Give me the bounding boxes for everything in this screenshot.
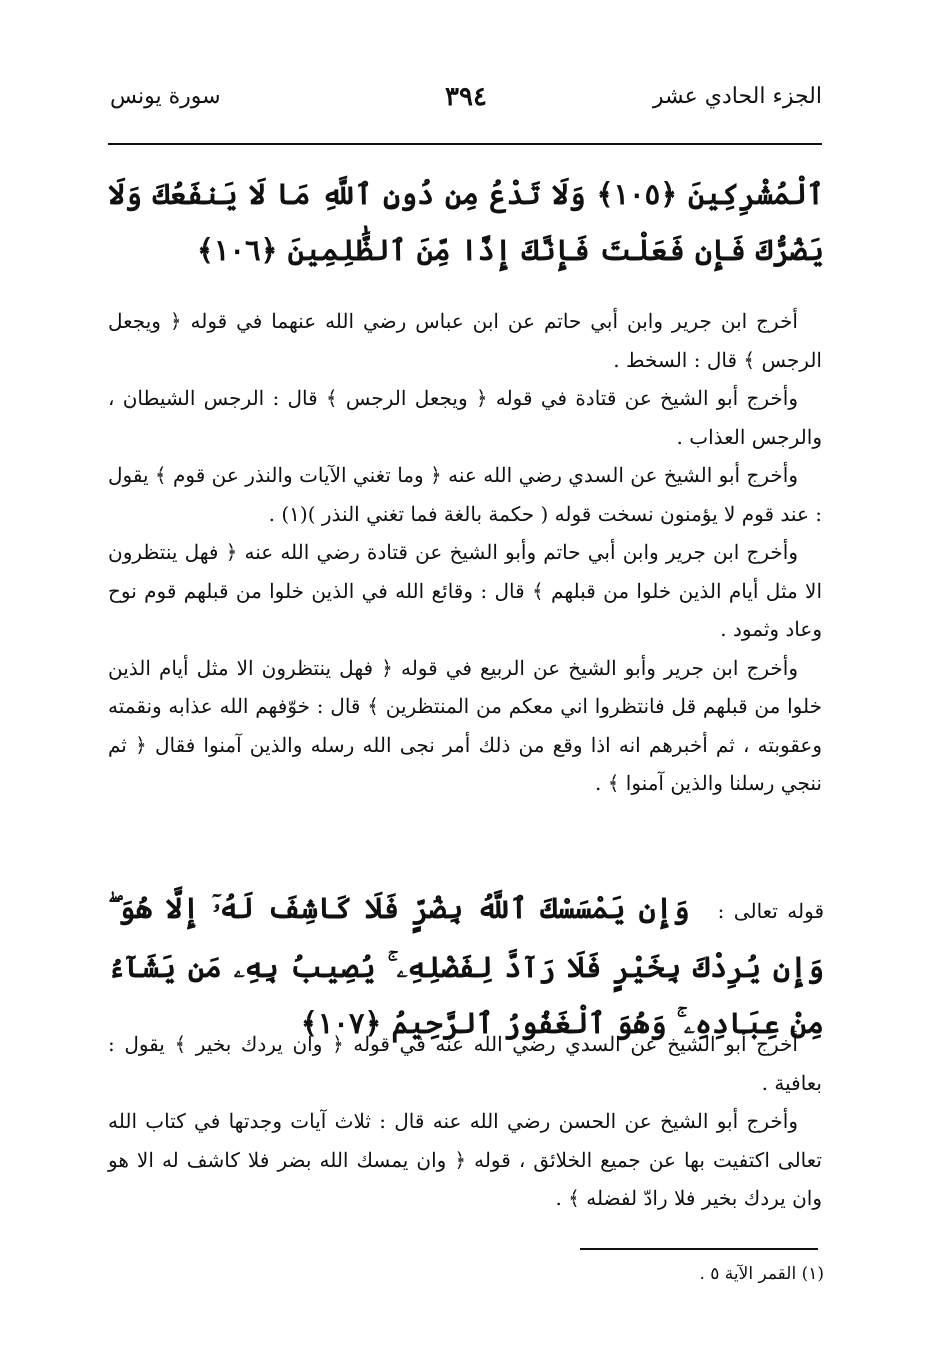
commentary-block-2: [108, 1025, 822, 1218]
commentary-paragraph: وأخرج ابن جرير وابن أبي حاتم وأبو الشيخ عن قتادة رضي الله عنه ﴿ فهل ينتظرون الا مثل أيام الذين خلوا من قبلهم ﴾ قال : وقائع الله في الذين خلوا من قبلهم قوم نوح وعاد وثمود .: [108, 540, 822, 641]
part-title: الجزء الحادي عشر: [652, 84, 822, 109]
header-rule: [108, 143, 822, 145]
commentary-paragraph: وأخرج أبو الشيخ عن الحسن رضي الله عنه قال : ثلاث آيات وجدتها في كتاب الله تعالى اكتفيت بها عن جميع الخلائق ، قوله ﴿ وان يمسك الله بضر فلا كاشف له الا هو وان يردك بخير فلا رادّ لفضله ﴾ .: [108, 1109, 822, 1210]
footnote: (١) القمر الآية ٥ .: [699, 1264, 824, 1284]
commentary-paragraph: أخرج ابن جرير وابن أبي حاتم عن ابن عباس رضي الله عنهما في قوله ﴿ ويجعل الرجس ﴾ قال : السخط .: [108, 309, 822, 372]
verse-intro: قوله تعالى :: [717, 899, 825, 923]
running-header: [110, 82, 822, 122]
commentary-paragraph: وأخرج أبو الشيخ عن السدي رضي الله عنه ﴿ وما تغني الآيات والنذر عن قوم ﴾ يقول : عند قوم لا يؤمنون نسخت قوله ( حكمة بالغة فما تغني النذر )(١) .: [108, 463, 822, 526]
commentary-paragraph: وأخرج ابن جرير وأبو الشيخ عن الربيع في قوله ﴿ فهل ينتظرون الا مثل أيام الذين خلوا من قبلهم قل فانتظروا اني معكم من المنتظرين ﴾ قال : خوّفهم الله عذابه ونقمته وعقوبته ، ثم أخبرهم انه اذا وقع من ذلك أمر نجى الله رسله والذين آمنوا فقال ﴿ ثم ننجي رسلنا والذين آمنوا ﴾ .: [108, 655, 822, 795]
page-number: ٣٩٤: [445, 82, 487, 112]
footnote-rule: [580, 1248, 818, 1250]
quran-verse-text: وَإِن يَمْسَسْكَ ٱللَّهُ بِضُرٍّ فَلَا كَاشِفَ لَهُۥٓ إِلَّا هُوَ ۖ وَإِن يُرِدْكَ بِخَيْرٍ فَلَا رَآدَّ لِفَضْلِهِۦ ۚ يُصِيبُ بِهِۦ مَن يَشَآءُ مِنْ عِبَادِهِۦ ۚ وَهُوَ ٱلْغَفُورُ ٱلرَّحِيمُ ﴿١٠٧﴾: [108, 891, 824, 1040]
commentary-block-1: [108, 302, 822, 803]
quran-verse-block-1: ٱلْمُشْرِكِينَ ﴿١٠٥﴾ وَلَا تَدْعُ مِن دُونِ ٱللَّهِ مَا لَا يَنفَعُكَ وَلَا يَضُرُّكَ فَإِن فَعَلْتَ فَإِنَّكَ إِذًا مِّنَ ٱلظَّٰلِمِينَ ﴿١٠٦﴾: [108, 177, 824, 267]
commentary-paragraph: أخرج أبو الشيخ عن السدي رضي الله عنه في قوله ﴿ وان يردك بخير ﴾ يقول : بعافية .: [108, 1032, 822, 1095]
surah-title: سورة يونس: [110, 84, 221, 109]
commentary-paragraph: وأخرج أبو الشيخ عن قتادة في قوله ﴿ ويجعل الرجس ﴾ قال : الرجس الشيطان ، والرجس العذاب .: [108, 386, 822, 449]
